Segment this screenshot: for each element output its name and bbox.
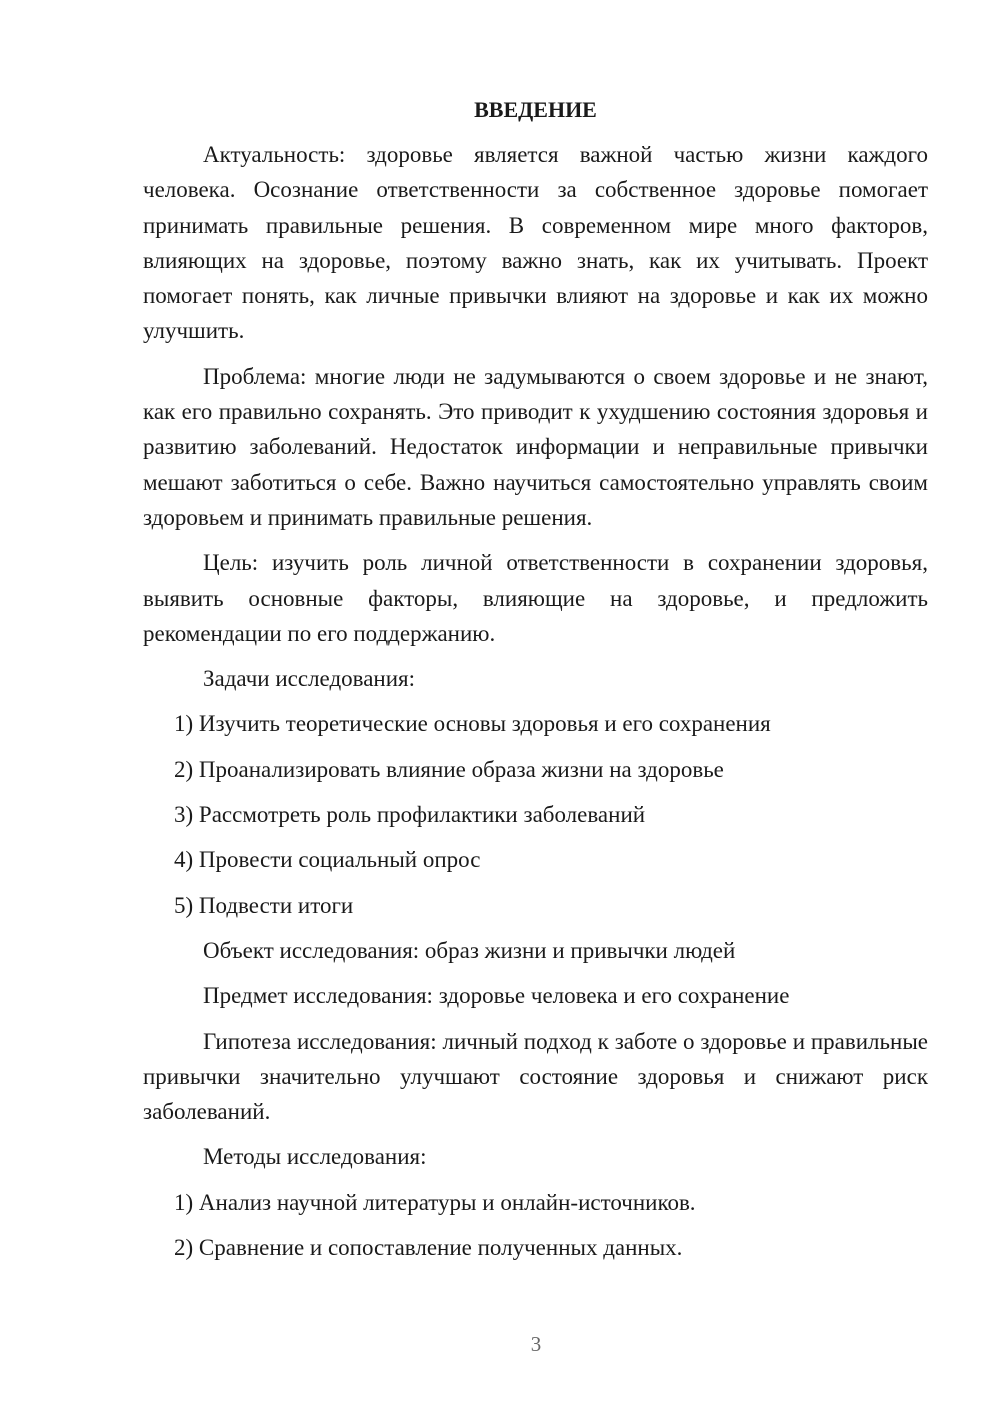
list-item: 2) Сравнение и сопоставление полученных данных.: [174, 1235, 683, 1261]
list-item: 3) Рассмотреть роль профилактики заболеваний: [174, 802, 646, 828]
list-item: 5) Подвести итоги: [174, 892, 354, 918]
list-item: 1) Изучить теоретические основы здоровья и его сохранения: [174, 711, 771, 737]
object-line: Объект исследования: образ жизни и привычки людей: [203, 937, 736, 963]
tasks-heading: Задачи исследования:: [203, 666, 416, 692]
subject-line: Предмет исследования: здоровье человека и его сохранение: [203, 983, 790, 1009]
list-item: 1) Анализ научной литературы и онлайн-источников.: [174, 1189, 696, 1215]
list-item: 4) Провести социальный опрос: [174, 847, 481, 873]
page-content: [143, 95, 928, 1275]
page-title: ВВЕДЕНИЕ: [474, 97, 597, 122]
methods-heading: Методы исследования:: [203, 1144, 427, 1170]
methods-list: [143, 1185, 928, 1266]
tasks-list: [143, 706, 928, 922]
list-item: 2) Проанализировать влияние образа жизни на здоровье: [174, 756, 724, 782]
problem-paragraph: Проблема: многие люди не задумываются о своем здоровье и не знают, как его правильно сохранять. Это приводит к ухудшению состояния здоровья и развитию заболеваний. Недостаток информации и неправильные привычки мешают заботиться о себе. Важно научиться самостоятельно управлять своим здоровьем и принимать правильные решения.: [143, 363, 928, 530]
hypothesis-paragraph: Гипотеза исследования: личный подход к заботе о здоровье и правильные привычки значительно улучшают состояние здоровья и снижают риск заболеваний.: [143, 1028, 928, 1125]
page-number: 3: [530, 1332, 542, 1356]
goal-paragraph: Цель: изучить роль личной ответственности в сохранении здоровья, выявить основные факторы, влияющие на здоровье, и предложить рекомендации по его поддержанию.: [143, 550, 928, 646]
relevance-paragraph: Актуальность: здоровье является важной частью жизни каждого человека. Осознание ответственности за собственное здоровье помогает принимать правильные решения. В современном мире много факторов, влияющих на здоровье, поэтому важно знать, как их учитывать. Проект помогает понять, как личные привычки влияют на здоровье и как их можно улучшить.: [143, 142, 928, 344]
